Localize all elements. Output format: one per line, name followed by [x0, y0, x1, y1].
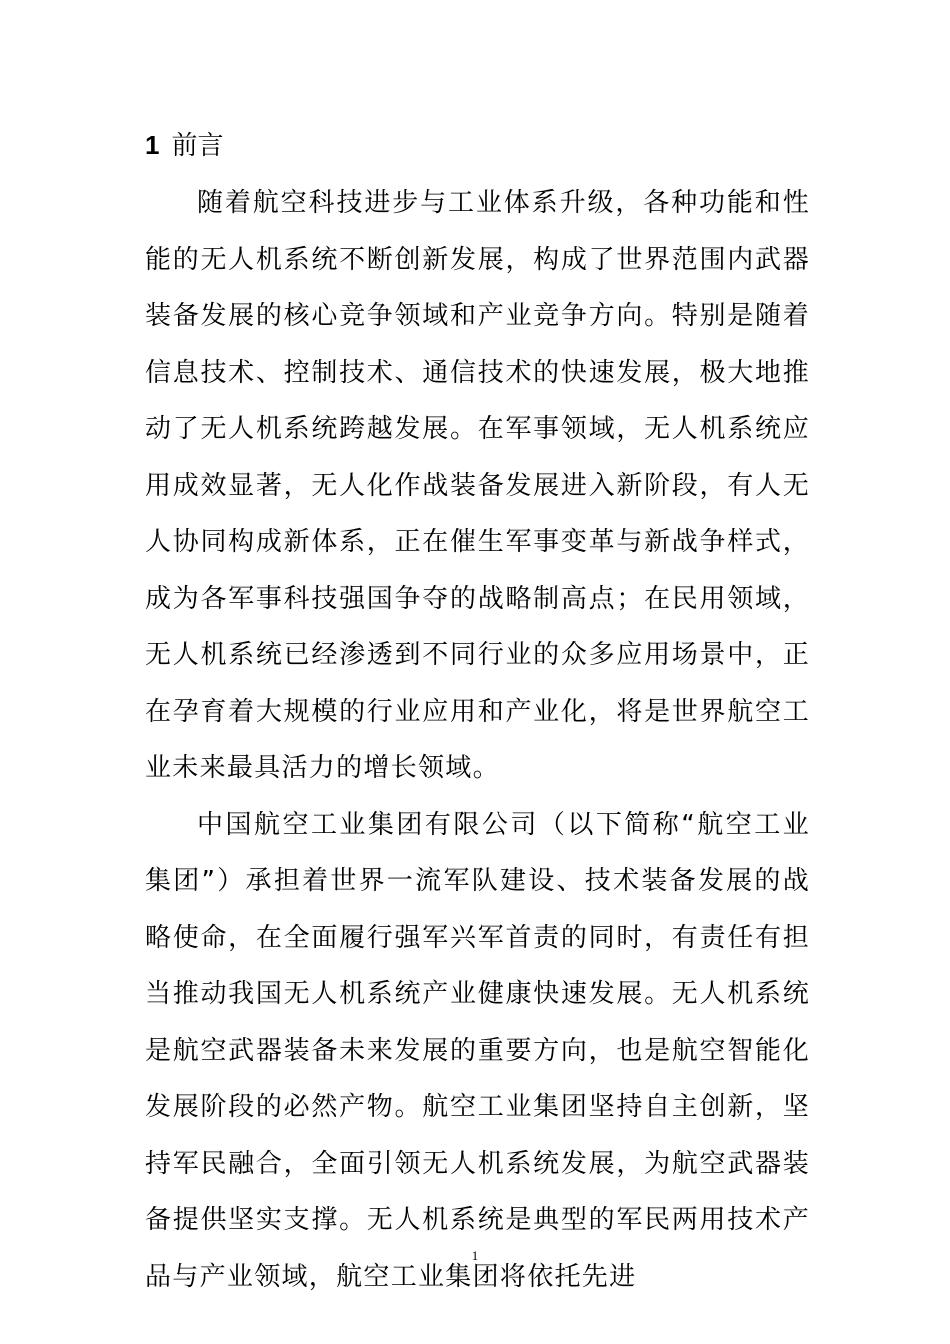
paragraph-2: 中国航空工业集团有限公司（以下简称“航空工业集团”）承担着世界一流军队建设、技术装备发展的战略使命，在全面履行强军兴军首责的同时，有责任有担当推动我国无人机系统产业健康快速发展。无人机系统是航空武器装备未来发展的重要方向，也是航空智能化发展阶段的必然产物。航空工业集团坚持自主创新，坚持军民融合，全面引领无人机系统发展，为航空武器装备提供坚实支撑。无人机系统是典型的军民两用技术产品与产业领域，航空工业集团将依托先进	[145, 809, 810, 1292]
page-content	[145, 118, 810, 1305]
page-number: 1	[471, 1248, 479, 1263]
section-title: 前言	[171, 131, 224, 161]
paragraph-1: 随着航空科技进步与工业体系升级，各种功能和性能的无人机系统不断创新发展，构成了世界范围内武器装备发展的核心竞争领域和产业竞争方向。特别是随着信息技术、控制技术、通信技术的快速发展，极大地推动了无人机系统跨越发展。在军事领域，无人机系统应用成效显著，无人化作战装备发展进入新阶段，有人无人协同构成新体系，正在催生军事变革与新战争样式，成为各军事科技强国争夺的战略制高点；在民用领域，无人机系统已经渗透到不同行业的众多应用场景中，正在孕育着大规模的行业应用和产业化，将是世界航空工业未来最具活力的增长领域。	[145, 188, 810, 783]
section-number: 1	[145, 130, 160, 160]
section-heading	[145, 118, 810, 173]
